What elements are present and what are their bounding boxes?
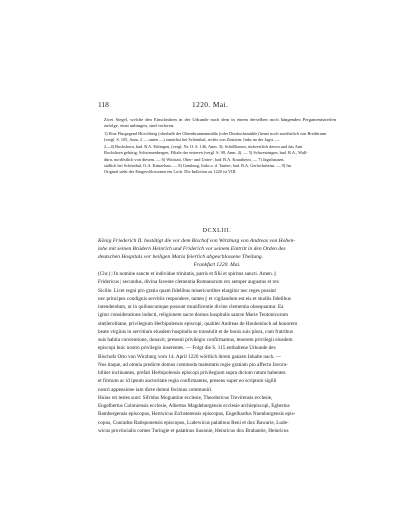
body-line: Fridericus | secundus, divina favente clementia Romanorum rex semper augustus et rex [98, 279, 280, 286]
body-line: episcopi huic nostro privilegio inserentes. — Folgt die S. 115 enthaltene Urkunde des [98, 345, 276, 352]
body-line: nec principes condignis servitiis respondere, tamen || et vigilandum est eis et studiis fidelibus [98, 295, 291, 302]
place-date: Frankfurt 1220. Mai. [193, 262, 241, 268]
document-number: DCXLIII. [202, 228, 232, 234]
body-line: nostri appensione iam dicte domui fecimus communiri. [98, 386, 213, 393]
body-line: beate virginis in servitium eiusdem hospitalis se transtulit et de bonis suis plura, cum fratribus [98, 328, 293, 335]
page-number: 118 [98, 100, 109, 109]
footnote-line: südlich bei Schönthal, O.A. Künzelsau. — 8) Gamburg, links a. d. Tauber, bad. B.A. Gerlachsheim. — 9) Im [104, 163, 292, 169]
body-line: biliter inclinantes, prefati Herbipolensis episcopi privilegium supra dictum ratum habentes [98, 370, 286, 376]
body-line: igitur consideratione inducti, religionem sacre domus hospitalis sancte Marie Teutonicorum [98, 312, 288, 319]
body-line: site|Ierolitane, privilegium Herbipolensis episcopi, qualiter Andreas de Honhenloch ad honorem [98, 320, 298, 327]
footnote-line: Original steht des Eingeschlossenen ein Loch. Die Indiction zu 1220 ist VIII. [104, 169, 237, 175]
seal-description: Zwei Siegel, welche den Einschnitten in der Urkunde nach dem in einem derselben noch hängenden Pergamentstreifen zufolge, einst anhingen, sind verloren. [104, 117, 336, 129]
body-line: copus, Cunradus Ratisponensis episcopus, Ludewicus palatinus Reni et dux Bawarie, Lude- [98, 419, 289, 426]
body-line: Nos itaque, ad omnia predicte domus commoda maiestatis regie gratiam pio affectu favora- [98, 361, 288, 368]
running-title: 1220. Mai. [192, 100, 229, 109]
body-line: suis habita conventione, donavit, presenti privilegio confirmamus, tenorem privilegii eiusdem [98, 337, 293, 343]
footnotes [104, 131, 336, 176]
footnote-line: (vergl. S. 105, Anm. 2 — unten —) zunächst bei Schönthal, rechts von Zeuttern, links an der Jagst. — [104, 137, 280, 143]
body-line: intendendum, ut in quibuscumque possunt munificentie divine clementia obsequantur. Ea [98, 304, 284, 310]
footnote-line: dürn, nordöstlich von diesem. — 6) Wittstatt, Ober- und Unter-, bad. B.A. Krautheim. — 7) Jagsthausen, [104, 156, 285, 162]
body-line: Bischofs Otto von Wirzburg vom 14. April 1220 wörtlich ihrem ganzen Inhalte nach. — [98, 353, 281, 360]
footnote-line: 1) Eine Flurgegend Hirschberg (oberhalb der Obernbrunnenmühle (oder Dimbachsmühle) heute noch nordöstlich von Breitbrunn [104, 131, 327, 136]
footnote-line: 2—4) Bockshorn, bad. B.A. Ettlingen, (vergl. Nr. II. S. 146, Anm. 3); Schöllbronn, südwestlich davon und das Amt [104, 143, 303, 149]
document-summary [98, 238, 336, 262]
summary-line: deutschen Hospitals vor heiligen Maria feierlich abgeschlossene Theilung. [98, 253, 263, 260]
body-line: et firmum ac id ipsum auctoritate regia confirmantes, presens super eo scriptum sigilli [98, 378, 277, 385]
body-line: Bambergensis episcopus, Hertwicus Eichstetensis episcopus, Engelhardus Nuenburgensis epis- [98, 411, 296, 418]
body-line: wicus provincialis comes Turingie et palatinus Saxonie, Heinricus dux Brabantie, Heinricus [98, 427, 289, 434]
body-line: Engelbertus Coloniensis ecclesie, Albertus Magdeburgensis ecclesie archiepiscopi, Egbertus [98, 403, 290, 409]
page-header [98, 100, 336, 112]
body-line: Sicilie. Licet regni pro gratia quam fidelibus misericorditer elargitur nec reges possint [98, 287, 276, 294]
footnote-line: Bockshorn gehörig; Schwanenbergen, Filiale der ersteren (vergl. S. 90, Anm. 4). — 5) Schwetzingen, bad. B.A., Wall- [104, 150, 308, 156]
summary-line: König Friederich II. bestätigt die vor dem Bischof von Wirzburg von Andreas von Hohen- [98, 238, 296, 244]
body-line: Huius rei testes sunt: Sifridus Moguntine ecclesie, Theodericus Trevirensis ecclesie, [98, 394, 273, 401]
summary-line: lohe mit seinen Brüdern Heinrich und Friderich vor seinem Eintritt in den Orden des [98, 245, 286, 252]
document-body [98, 270, 336, 435]
body-line: (Chr.) | In nomine sancte et individue trinitatis, patris et filii et spiritus sancti. Amen. || [98, 271, 277, 277]
